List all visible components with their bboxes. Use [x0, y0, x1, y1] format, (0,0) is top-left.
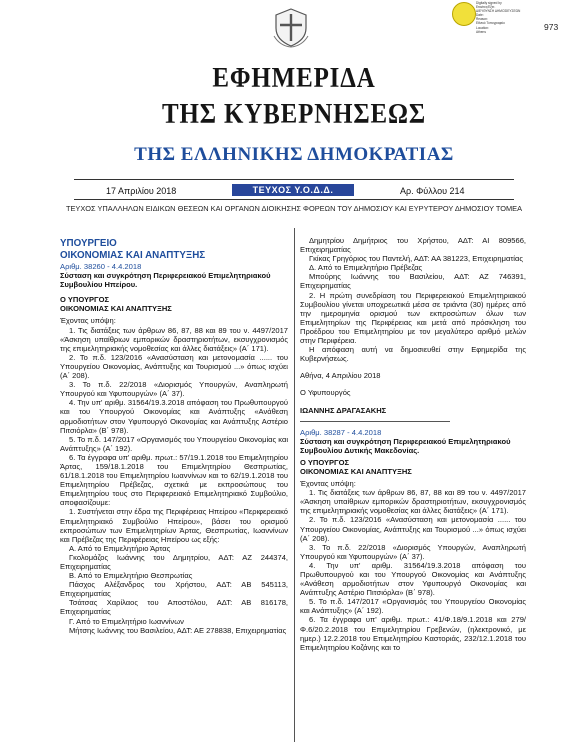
minister-ministry: ΟΙΚΟΝΟΜΙΑΣ ΚΑΙ ΑΝΑΠΤΥΞΗΣ	[60, 304, 172, 314]
paragraph: 2. Το π.δ. 123/2016 «Ανασύσταση και μετονομασία ...... του Υπουργείου Οικονομίας, Ανάπτυξης και Τουρισμού ...» όπως ισχύει (Α΄ 208).	[300, 515, 526, 543]
issue-sheet-number: Αρ. Φύλλου 214	[400, 186, 465, 196]
place-date: Αθήνα, 4 Απριλίου 2018	[300, 371, 381, 381]
issue-date: 17 Απριλίου 2018	[106, 186, 177, 196]
gazette-subtitle: ΤΗΣ ΕΛΛΗΝΙΚΗΣ ΔΗΜΟΚΡΑΤΙΑΣ	[134, 144, 454, 165]
decision-number: Αριθμ. 38260 - 4.4.2018	[60, 262, 142, 271]
paragraph: Δ. Από το Επιμελητήριο Πρέβεζας	[309, 263, 423, 273]
digital-signature-stamp-icon	[452, 2, 476, 26]
paragraph: 2. Το π.δ. 123/2016 «Ανασύσταση και μετονομασία ...... του Υπουργείου Οικονομίας, Ανάπτυξης και Τουρισμού ...» όπως ισχύει (Α΄ 208).	[60, 352, 288, 381]
paragraph: Η απόφαση αυτή να δημοσιευθεί στην Εφημερίδα της Κυβερνήσεως.	[300, 345, 526, 364]
section-separator	[300, 421, 450, 422]
paragraph: Γ. Από το Επιμελητήριο Ιωαννίνων	[69, 616, 184, 626]
paragraph: 3. Το π.δ. 22/2018 «Διορισμός Υπουργών, Αναπληρωτή Υπουργού και Υφυπουργών» (Α΄ 37).	[300, 542, 526, 561]
paragraph: 1. Τις διατάξεις των άρθρων 86, 87, 88 και 89 του ν. 4497/2017 «Άσκηση υπαίθριων εμπορικών δραστηριοτήτων, εκσυγχρονισμός της επιμελητηριακής νομοθεσίας και άλλες διατάξεις» (Α΄ 171).	[60, 325, 288, 353]
paragraph: Έχοντας υπόψη:	[60, 316, 116, 326]
paragraph: 5. Το π.δ. 147/2017 «Οργανισμός του Υπουργείου Οικονομίας και Ανάπτυξης» (Α΄ 192).	[300, 597, 526, 616]
page-number: 973	[544, 22, 559, 32]
minister-title: Ο ΥΠΟΥΡΓΟΣ	[60, 295, 109, 305]
paragraph: 1. Συστήνεται στην έδρα της Περιφέρειας Ηπείρου «Περιφερειακό Επιμελητηριακό Συμβούλιο Ηπείρου», βάσει του ορισμού εκπροσώπων των Επιμελητηρίων Άρτας, Θεσπρωτίας, Ιωαννίνων και Πρέβεζας της Περιφέρειας Ηπείρου ως εξής:	[60, 507, 288, 544]
ministry-name-line1: ΥΠΟΥΡΓΕΙΟ	[60, 238, 117, 249]
paragraph: Μπούρης Ιωάννης του Βασιλείου, ΑΔΤ: ΑΖ 746391, Επιχειρηματίας	[300, 272, 526, 291]
paragraph: Πάσχος Αλέξανδρος του Χρήστου, ΑΔΤ: ΑΒ 545113, Επιχειρηματίας	[60, 580, 288, 599]
gazette-title-line2: ΤΗΣ ΚΥΒΕΡΝΗΣΕΩΣ	[161, 98, 427, 130]
digital-signature-block: Digitally signed by Ετικέτες/Εξετ. ΔΙΕΥΘΥΝΣΗ ΔΗΜΟΣΙΕΥΣΕΩΝ Date: Reason: Εθνικό Τυπογραφείο Location: Athens	[476, 1, 521, 34]
decision-heading: Σύσταση και συγκρότηση Περιφερειακού Επιμελητηριακού Συμβουλίου Ηπείρου.	[60, 271, 271, 290]
paragraph: Έχοντας υπόψη:	[300, 479, 356, 489]
paragraph: Γκίκας Γρηγόριος του Παντελή, ΑΔΤ: ΑΑ 381223, Επιχειρηματίας	[309, 254, 523, 264]
gazette-title-line1: ΕΦΗΜΕΡΙΔΑ	[212, 62, 376, 94]
minister-title: Ο ΥΠΟΥΡΓΟΣ	[300, 457, 349, 467]
paragraph: 6. Τα έγγραφα υπ' αριθμ. πρωτ.: 57/19.1.2018 του Επιμελητηρίου Άρτας, 159/18.1.2018 του Επιμελητηρίου Θεσπρωτίας, 61/18.1.2018 του Επιμελητηρίου Ιωαννίνων και το 62/19.1.2018 του Επιμελητηρίου Πρέβεζας, σχετικά με εκπροσώπους του Επιμελητηρίου τους στο Περιφερειακό Επιμελητηριακό Συμβούλιο, αποφασίζουμε:	[60, 452, 288, 508]
paragraph: 6. Τα έγγραφα υπ' αριθμ. πρωτ.: 41/Φ.18/9.1.2018 και 279/Φ.6/20.2.2018 του Επιμελητηρίου Γρεβενών, (ηλεκτρονικό, με ημερ.) 12.2.2018 του Επιμελητηρίου Καστοριάς, 232/12.1.2018 του Επιμελητηρίου Κοζάνης και το	[300, 615, 526, 652]
minister-ministry: ΟΙΚΟΝΟΜΙΑΣ ΚΑΙ ΑΝΑΠΤΥΞΗΣ	[300, 466, 412, 476]
right-column	[300, 236, 526, 652]
paragraph: 5. Το π.δ. 147/2017 «Οργανισμός του Υπουργείου Οικονομίας και Ανάπτυξης» (Α΄ 192).	[60, 434, 288, 453]
paragraph: 4. Την υπ' αριθμ. 31564/19.3.2018 απόφαση του Πρωθυπουργού και του Υπουργού Οικονομίας και Ανάπτυξης «Ανάθεση αρμοδιοτήτων στον Υφυπουργό Οικονομίας και Ανάπτυξης Αστέριο Πιτσιόρλα» (Β΄ 978).	[60, 398, 288, 435]
header-rule-top	[74, 179, 514, 180]
paragraph: Δημητρίου Δημήτριος του Χρήστου, ΑΔΤ: ΑΙ 809566, Επιχειρηματίας	[300, 236, 526, 255]
column-divider	[294, 228, 295, 742]
issue-series-description: ΤΕΥΧΟΣ ΥΠΑΛΛΗΛΩΝ ΕΙΔΙΚΩΝ ΘΕΣΕΩΝ ΚΑΙ ΟΡΓΑΝΩΝ ΔΙΟΙΚΗΣΗΣ ΦΟΡΕΩΝ ΤΟΥ ΔΗΜΟΣΙΟΥ ΚΑΙ ΕΥΡΥΤΕΡΟΥ ΔΗΜΟΣΙΟΥ ΤΟΜΕΑ	[65, 204, 523, 213]
paragraph: 2. Η πρώτη συνεδρίαση του Περιφερειακού Επιμελητηριακού Συμβουλίου γίνεται υποχρεωτικά μέσα σε τριάντα (30) ημέρες από την ημερομηνία ορισμού των εκπροσώπων όλων των Επιμελητηρίων της Περιφέρειας και μετά από πρόσκληση του Προέδρου του Επιμελητηρίου με τον μεγαλύτερο αριθμό μελών στην Περιφέρεια.	[300, 290, 526, 346]
paragraph: Μήτσης Ιωάννης του Βασιλείου, ΑΔΤ: ΑΕ 278838, Επιχειρηματίας	[69, 625, 287, 635]
paragraph: 3. Το π.δ. 22/2018 «Διορισμός Υπουργών, Αναπληρωτή Υπουργού και Υφυπουργών» (Α΄ 37).	[60, 380, 288, 399]
paragraph: Β. Από το Επιμελητήριο Θεσπρωτίας	[69, 571, 193, 581]
header-rule-bottom	[74, 199, 514, 200]
paragraph: 1. Τις διατάξεις των άρθρων 86, 87, 88 και 89 του ν. 4497/2017 «Άσκηση υπαίθριων εμπορικών δραστηριοτήτων, εκσυγχρονισμός της επιμελητηριακής νομοθεσίας και άλλες διατάξεις» (Α΄ 171).	[300, 488, 526, 516]
greek-emblem-icon	[270, 6, 312, 48]
decision-heading: Σύσταση και συγκρότηση Περιφερειακού Επιμελητηριακού Συμβουλίου Δυτικής Μακεδονίας.	[300, 436, 511, 455]
paragraph: 4. Την υπ' αριθμ. 31564/19.3.2018 απόφαση του Πρωθυπουργού και του Υπουργού Οικονομίας και Ανάπτυξης «Ανάθεση αρμοδιοτήτων στον Υφυπουργό Οικονομίας και Ανάπτυξης Αστέριο Πιτσιόρλα» (Β΄ 978).	[300, 560, 526, 598]
paragraph: Α. Από το Επιμελητήριο Άρτας	[69, 543, 171, 553]
paragraph: Γκολομάζος Ιωάννης του Δημητρίου, ΑΔΤ: ΑΖ 244374, Επιχειρηματίας	[60, 552, 288, 571]
ministry-name-line2: ΟΙΚΟΝΟΜΙΑΣ ΚΑΙ ΑΝΑΠΤΥΞΗΣ	[60, 249, 206, 261]
left-column	[60, 238, 288, 635]
paragraph: Τσάτσας Χαρίλαος του Αποστόλου, ΑΔΤ: ΑΒ 816178, Επιχειρηματίας	[60, 598, 288, 617]
issue-series-badge: ΤΕΥΧΟΣ Υ.Ο.Δ.Δ.	[232, 184, 354, 196]
signer-name: ΙΩΑΝΝΗΣ ΔΡΑΓΑΣΑΚΗΣ	[300, 405, 387, 415]
signer-title: Ο Υφυπουργός	[300, 388, 351, 398]
decision-number: Αριθμ. 38287 - 4.4.2018	[300, 427, 382, 437]
